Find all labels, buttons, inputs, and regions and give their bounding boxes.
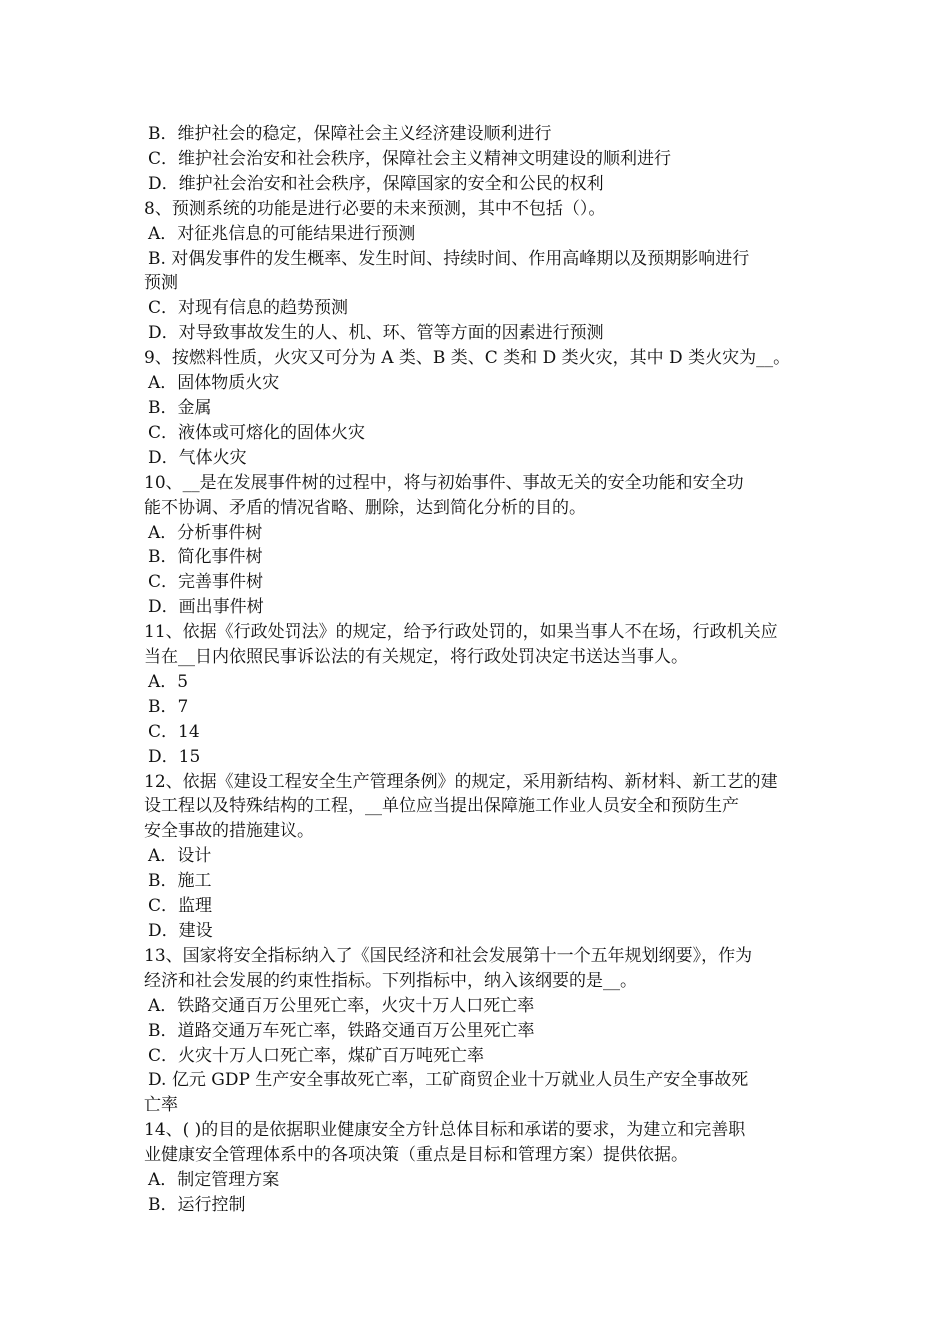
option-line: B．简化事件树: [148, 547, 263, 568]
option-line: B. 对偶发事件的发生概率、发生时间、持续时间、作用高峰期以及预期影响进行: [148, 248, 750, 269]
continuation-line: 亡率: [144, 1095, 178, 1116]
option-line: B．运行控制: [148, 1194, 246, 1215]
option-line: A．制定管理方案: [148, 1170, 280, 1191]
option-line: A．固体物质火灾: [148, 373, 280, 394]
option-line: C．监理: [148, 896, 213, 917]
question-line: 11、依据《行政处罚法》的规定，给予行政处罚的，如果当事人不在场，行政机关应: [144, 622, 778, 643]
option-line: A．5: [148, 671, 189, 692]
question-line: 12、依据《建设工程安全生产管理条例》的规定，采用新结构、新材料、新工艺的建: [144, 771, 778, 792]
question-line: 14、( )的目的是依据职业健康安全方针总体目标和承诺的要求，为建立和完善职: [144, 1120, 746, 1141]
option-line: C．完善事件树: [148, 572, 264, 593]
continuation-line: 安全事故的措施建议。: [144, 821, 314, 842]
option-line: A．对征兆信息的可能结果进行预测: [148, 223, 416, 244]
question-line: 8、预测系统的功能是进行必要的未来预测，其中不包括（）。: [144, 198, 606, 219]
continuation-line: 设工程以及特殊结构的工程，__单位应当提出保障施工作业人员安全和预防生产: [144, 796, 739, 817]
option-line: C．液体或可熔化的固体火灾: [148, 422, 366, 443]
document-page: [144, 122, 808, 1218]
continuation-line: 当在__日内依照民事诉讼法的有关规定，将行政处罚决定书送达当事人。: [144, 647, 688, 668]
option-line: B．施工: [148, 871, 212, 892]
option-line: B．道路交通万车死亡率，铁路交通百万公里死亡率: [148, 1020, 535, 1041]
option-line: D．对导致事故发生的人、机、环、管等方面的因素进行预测: [148, 323, 604, 344]
option-line: D．维护社会治安和社会秩序，保障国家的安全和公民的权利: [148, 173, 604, 194]
question-line: 10、__是在发展事件树的过程中，将与初始事件、事故无关的安全功能和安全功: [144, 472, 744, 493]
option-line: B．7: [148, 696, 189, 717]
option-line: D．建设: [148, 921, 213, 941]
continuation-line: 经济和社会发展的约束性指标。下列指标中，纳入该纲要的是__。: [144, 970, 637, 991]
option-line: A．设计: [148, 846, 212, 867]
option-line: A．铁路交通百万公里死亡率，火灾十万人口死亡率: [148, 995, 535, 1016]
question-line: 13、国家将安全指标纳入了《国民经济和社会发展第十一个五年规划纲要》，作为: [144, 945, 753, 966]
option-line: C．火灾十万人口死亡率，煤矿百万吨死亡率: [148, 1045, 485, 1066]
continuation-line: 能不协调、矛盾的情况省略、删除，达到简化分析的目的。: [144, 497, 586, 518]
option-line: B．金属: [148, 397, 212, 418]
option-line: D．画出事件树: [148, 597, 264, 618]
continuation-line: 预测: [144, 273, 178, 294]
option-line: D. 亿元 GDP 生产安全事故死亡率，工矿商贸企业十万就业人员生产安全事故死: [148, 1070, 749, 1091]
option-line: C．对现有信息的趋势预测: [148, 298, 349, 319]
option-line: B．维护社会的稳定，保障社会主义经济建设顺利进行: [148, 124, 552, 144]
option-line: C．14: [148, 721, 200, 742]
option-line: A．分析事件树: [148, 522, 263, 543]
question-line: 9、按燃料性质，火灾又可分为 A 类、B 类、C 类和 D 类火灾，其中 D 类火灾为__。: [144, 348, 791, 369]
option-line: D．气体火灾: [148, 447, 247, 468]
option-line: C．维护社会治安和社会秩序，保障社会主义精神文明建设的顺利进行: [148, 148, 672, 169]
continuation-line: 业健康安全管理体系中的各项决策（重点是目标和管理方案）提供依据。: [144, 1145, 688, 1166]
option-line: D．15: [148, 746, 201, 767]
